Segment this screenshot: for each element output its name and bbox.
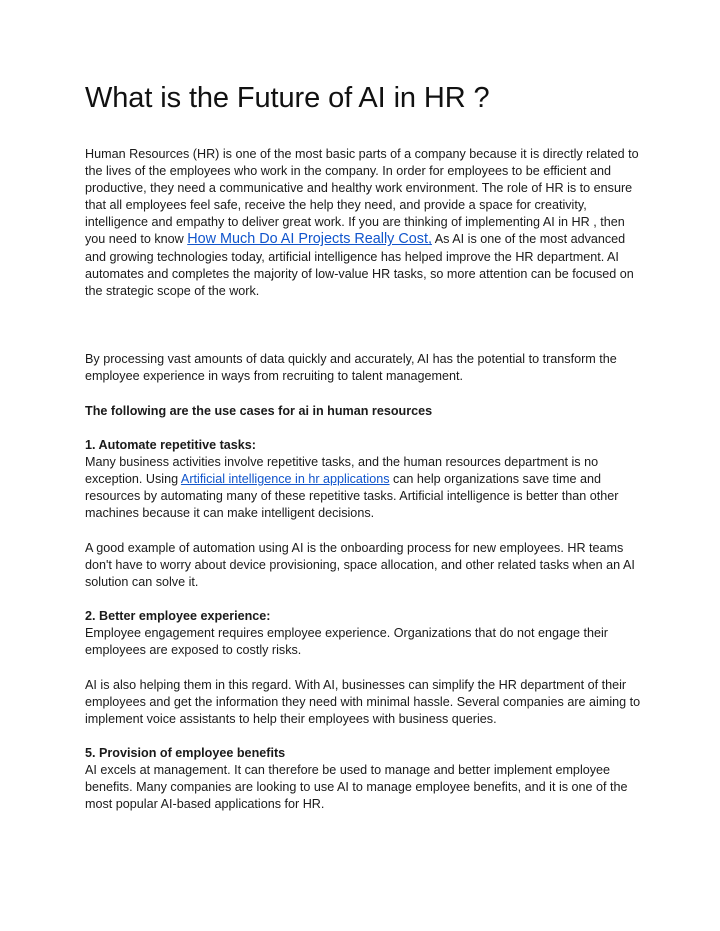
ai-project-cost-link[interactable]: How Much Do AI Projects Really Cost, xyxy=(187,231,432,248)
section5-heading: 5. Provision of employee benefits xyxy=(85,746,286,760)
section1-heading: 1. Automate repetitive tasks: xyxy=(85,438,257,452)
onboarding-paragraph: A good example of automation using AI is the onboarding process for new employees. HR teams don't have to worry about device provisioning, space allocation, and other related tasks when an AI solution can solve it. xyxy=(85,541,635,590)
ai-hr-applications-link[interactable]: Artificial intelligence in hr applications xyxy=(180,472,390,487)
section2-paragraph1: Employee engagement requires employee experience. Organizations that do not engage their employees are exposed to costly risks. xyxy=(85,626,608,658)
section1-text-after-link: can help organizations save time and resources by automating many of these repetitive tasks. Artificial intelligence is better than other machines because it can make intelligent decisions. xyxy=(85,472,619,521)
section5-paragraph: AI excels at management. It can therefore be used to manage and better implement employee benefits. Many companies are looking to use AI to manage employee benefits, and it is one of the most popular AI-based applications for HR. xyxy=(85,763,628,812)
section1-paragraph xyxy=(85,454,641,522)
intro-text-after-link: As AI is one of the most advanced and growing technologies today, artificial intelligence has helped improve the HR department. AI automates and completes the majority of low-value HR tasks, so more attention can be focused on the strategic scope of the work. xyxy=(85,232,634,298)
intro-text-before-link: Human Resources (HR) is one of the most basic parts of a company because it is directly related to the lives of the employees who work in the company. In order for employees to be efficient and productive, they need a communicative and healthy work environment. The role of HR is to ensure that all employees feel safe, receive the help they need, and provide a space for creativity, intelligence and empathy to deliver great work. If you are thinking of implementing AI in HR , then you need to know xyxy=(85,147,639,247)
document-title: What is the Future of AI in HR ? xyxy=(85,82,490,114)
section1-text-before-link: Many business activities involve repetitive tasks, and the human resources department is no exception. Using xyxy=(85,455,599,487)
section2-paragraph2: AI is also helping them in this regard. With AI, businesses can simplify the HR department of their employees and get the information they need with minimal hassle. Several companies are aiming to implement voice assistants to help their employees with business queries. xyxy=(85,678,641,727)
section2-heading: 2. Better employee experience: xyxy=(85,609,271,623)
processing-paragraph: By processing vast amounts of data quickly and accurately, AI has the potential to transform the employee experience in ways from recruiting to talent management. xyxy=(85,352,617,384)
intro-paragraph xyxy=(85,146,641,300)
use-cases-heading: The following are the use cases for ai in human resources xyxy=(85,404,433,418)
